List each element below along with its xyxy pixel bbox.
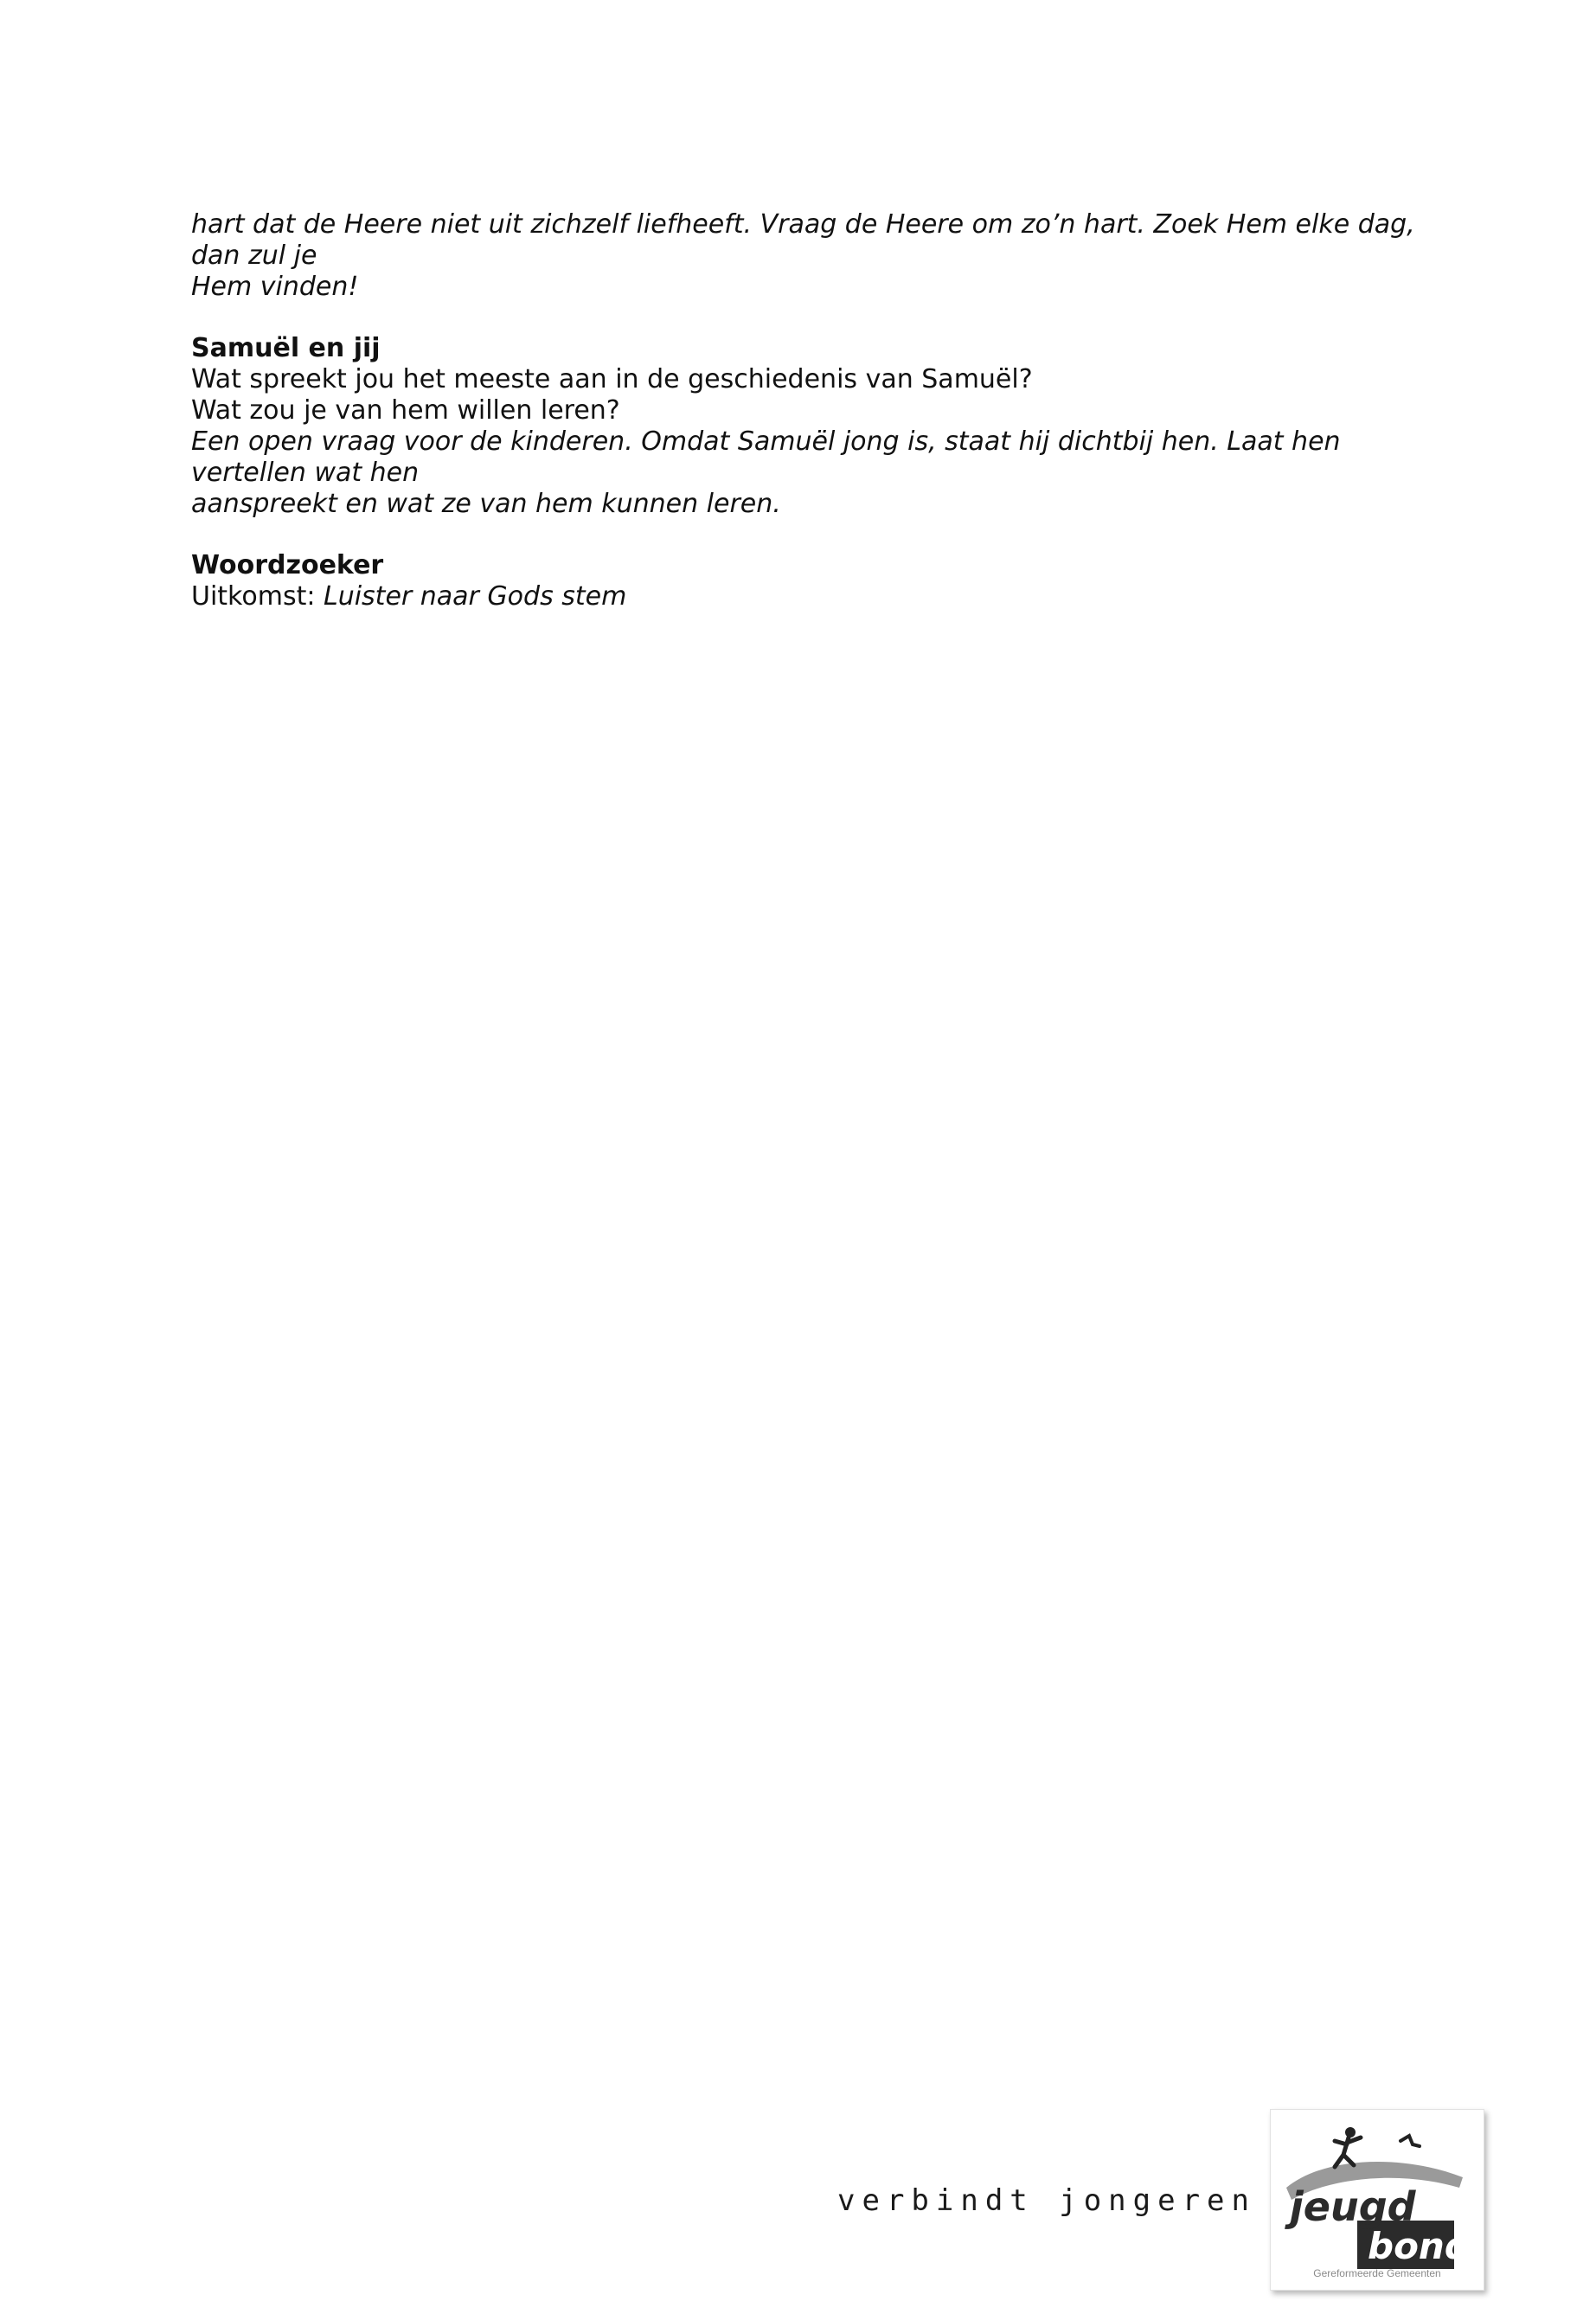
logo-graphic	[1271, 2110, 1484, 2290]
question-1: Wat spreekt jou het meeste aan in de geschiedenis van Samuël?	[191, 364, 1033, 394]
logo-subtitle: Gereformeerde Gemeenten	[1313, 2267, 1441, 2279]
section-heading-woordzoeker: Woordzoeker	[191, 550, 384, 580]
answer-label: Uitkomst:	[191, 581, 316, 612]
jeugdbond-logo	[1270, 2109, 1484, 2291]
teacher-note-line-1: Een open vraag voor de kinderen. Omdat Samuël jong is, staat hij dichtbij hen. Laat hen vertellen wat hen	[191, 426, 1341, 488]
leaping-figure-icon	[1335, 2127, 1420, 2167]
footer-tagline: verbindt jongeren	[837, 2183, 1256, 2218]
answer-value: Luister naar Gods stem	[323, 581, 627, 612]
section-heading-samuel: Samuël en jij	[191, 333, 381, 363]
question-2: Wat zou je van hem willen leren?	[191, 395, 620, 426]
answer-line	[191, 581, 1437, 612]
paragraph-gap	[191, 520, 1437, 550]
logo-word-jeugd: jeugd	[1290, 2183, 1416, 2230]
intro-line-2: Hem vinden!	[191, 272, 359, 302]
logo-word-bond: bond	[1368, 2225, 1471, 2267]
document-body	[191, 209, 1437, 612]
teacher-note-line-2: aanspreekt en wat ze van hem kunnen leren.	[191, 489, 781, 519]
intro-line-1: hart dat de Heere niet uit zichzelf liefheeft. Vraag de Heere om zo’n hart. Zoek Hem elke dag, dan zul je	[191, 209, 1415, 271]
paragraph-gap	[191, 303, 1437, 333]
